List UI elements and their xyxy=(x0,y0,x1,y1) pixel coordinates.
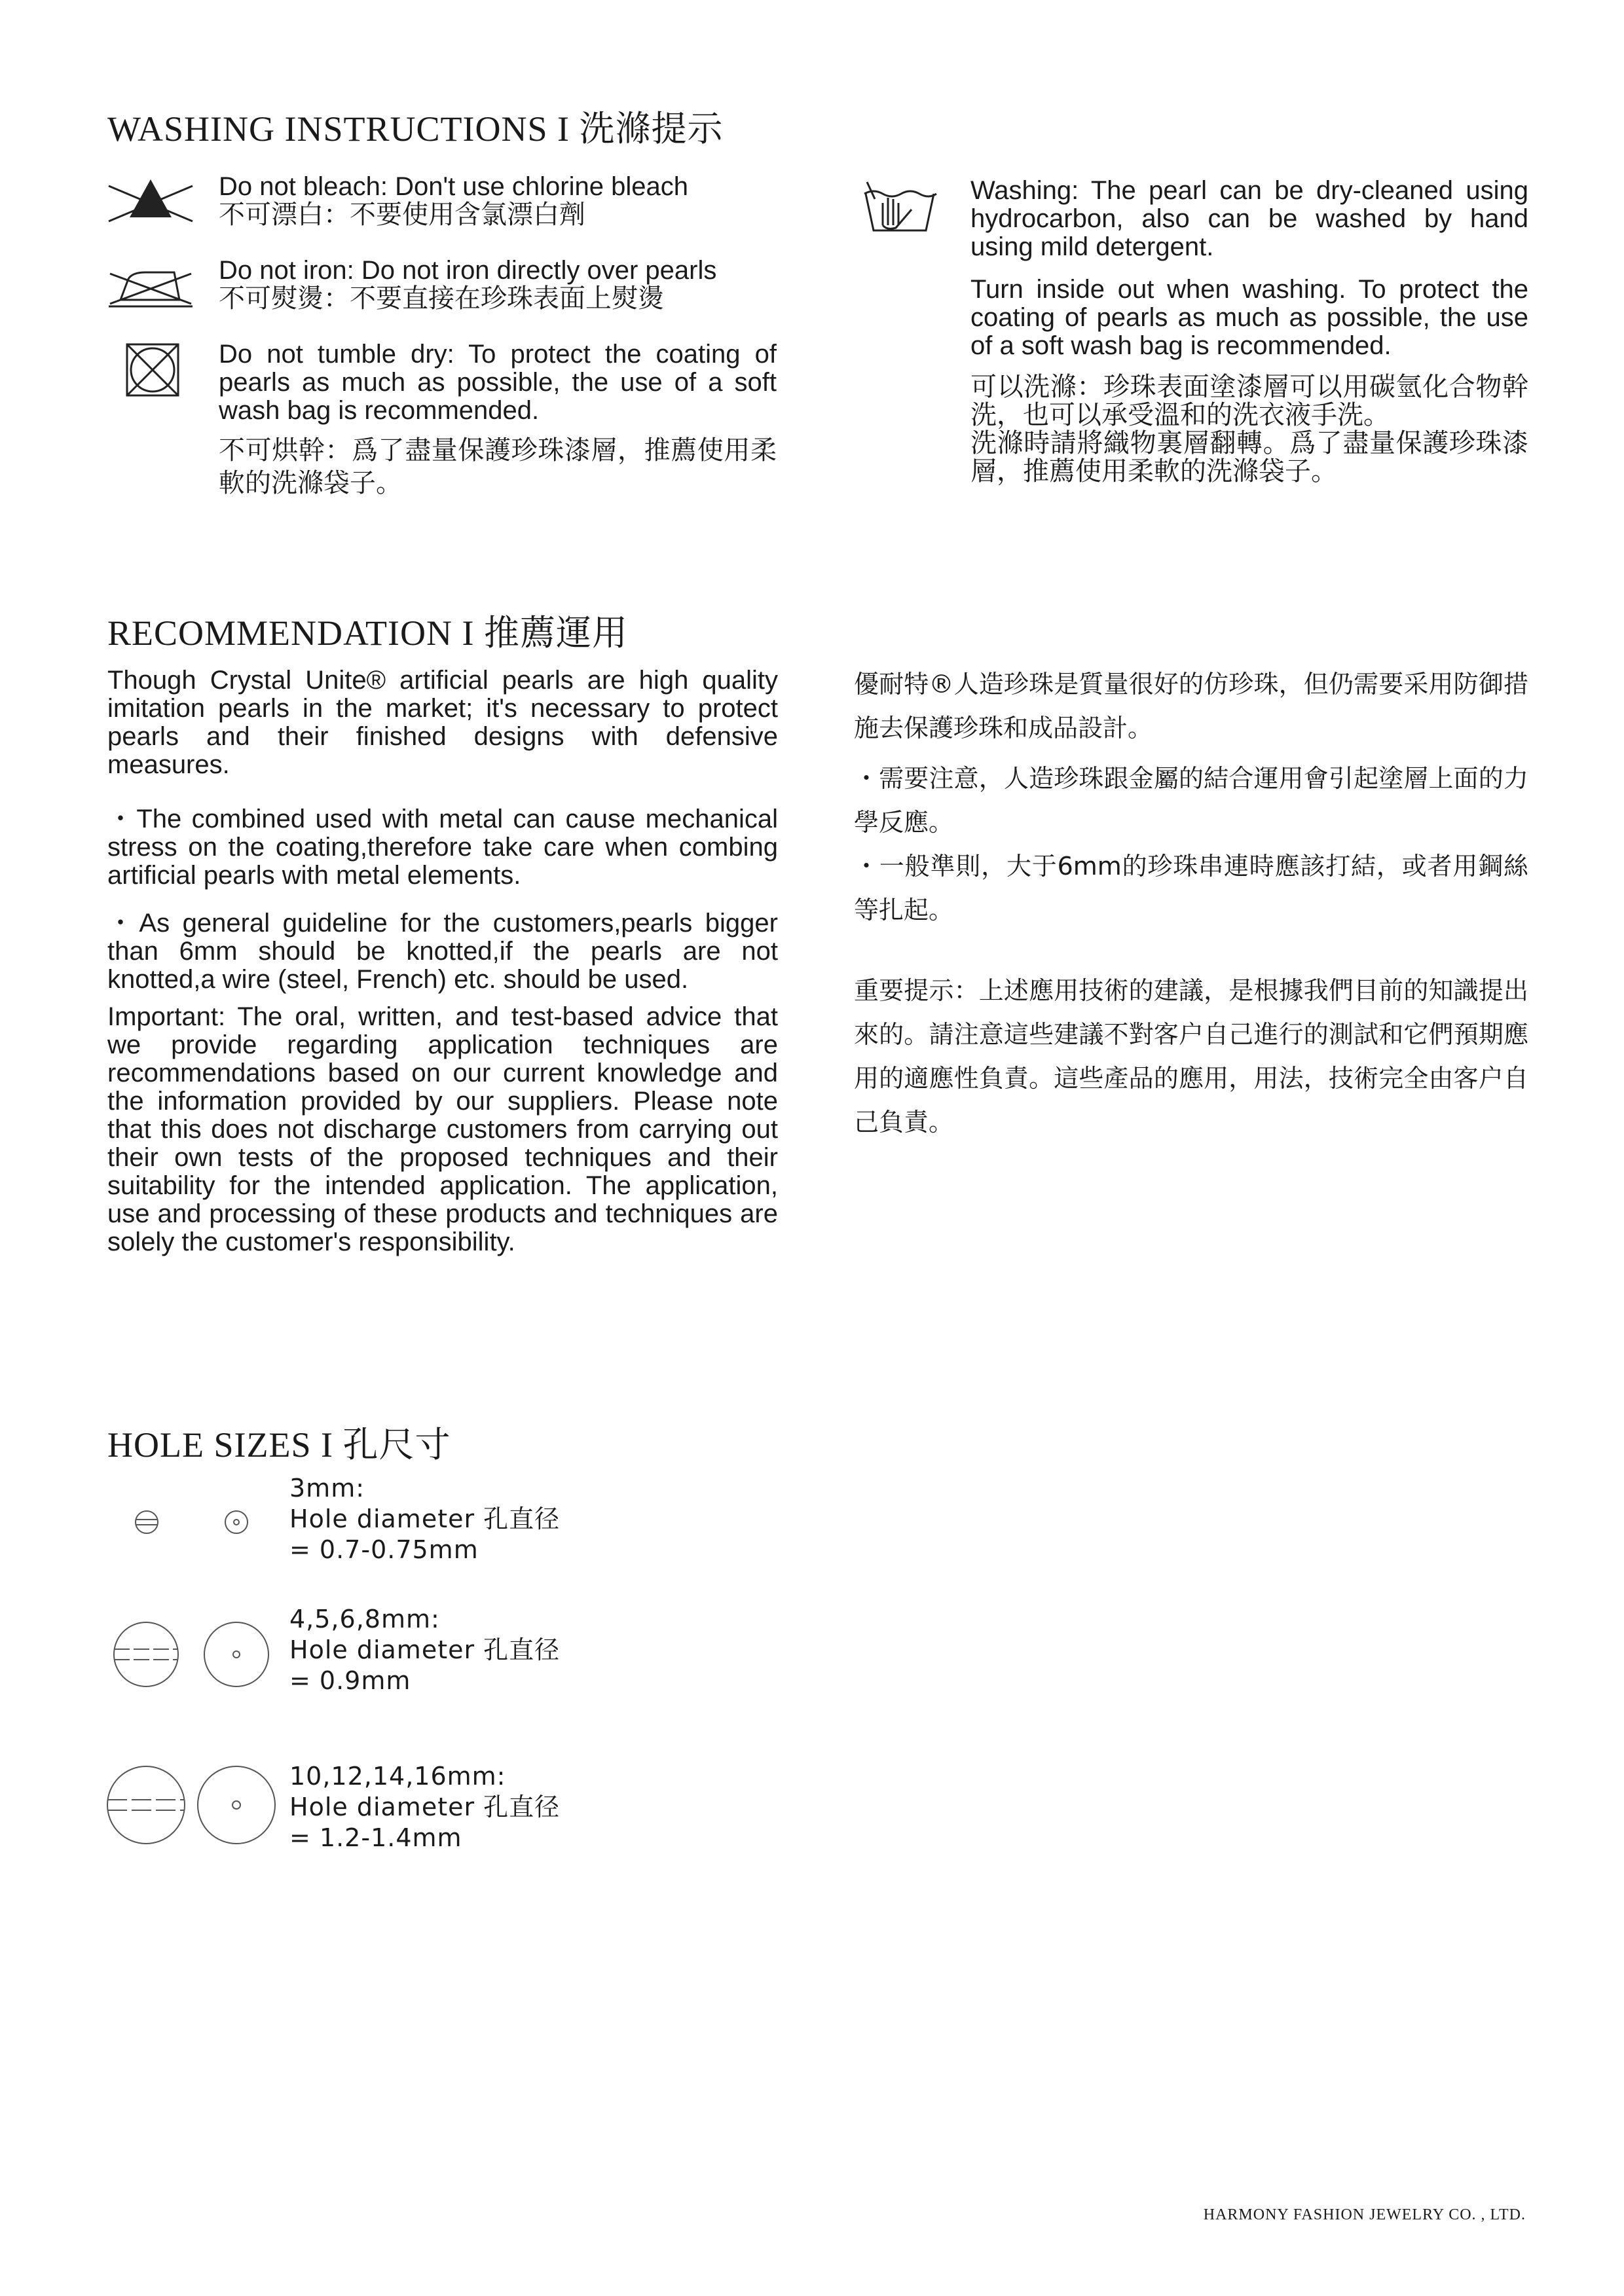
hand-wash-icon xyxy=(860,179,939,236)
wash-en-2: Turn inside out when washing. To protect the coating of pearls as much as possible, the use of a soft wash bag is recommended. xyxy=(970,275,1528,360)
wash-instruction xyxy=(970,177,1528,486)
tumble-instruction xyxy=(219,340,777,500)
iron-zh: 不可熨燙：不要直接在珍珠表面上熨燙 xyxy=(219,283,664,314)
hole-diameter-value: = 0.9mm xyxy=(289,1666,411,1695)
hole-size-label: 10,12,14,16mm: xyxy=(289,1762,506,1791)
rec-en-important: Important: The oral, written, and test-based advice that we provide regarding application techniques are recommendations based on our current knowledge and the information provided by our suppliers. Please note that this does not discharge customers from carrying out their own tests of the proposed techniques and their suitability for the intended application. The application, use and processing of these products and techniques are solely the customer's responsibility. xyxy=(107,1002,778,1256)
rec-zh-bullet-2: ・一般準則，大于6mm的珍珠串連時應該打結，或者用鋼絲等扎起。 xyxy=(854,852,1528,924)
iron-instruction xyxy=(219,257,795,313)
no-tumble-dry-icon xyxy=(124,342,181,398)
no-bleach-icon xyxy=(106,175,195,225)
hole-diameter-label: Hole diameter 孔直径 xyxy=(289,1504,561,1533)
wash-zh-2: 洗滌時請將織物裏層翻轉。爲了盡量保護珍珠漆層，推薦使用柔軟的洗滌袋子。 xyxy=(970,428,1528,486)
no-iron-icon xyxy=(106,261,195,313)
washing-heading: WASHING INSTRUCTIONS I 洗滌提示 xyxy=(107,109,724,149)
wash-zh-1: 可以洗滌：珍珠表面塗漆層可以用碳氫化合物幹洗，也可以承受溫和的洗衣液手洗。 xyxy=(970,372,1528,430)
recommendation-zh xyxy=(854,663,1528,1144)
rec-zh-intro: 優耐特®人造珍珠是質量很好的仿珍珠，但仍需要采用防御措施去保護珍珠和成品設計。 xyxy=(854,670,1528,742)
bleach-zh: 不可漂白：不要使用含氯漂白劑 xyxy=(219,200,585,230)
tumble-en: Do not tumble dry: To protect the coating of pearls as much as possible, the use of a soft wash bag is recommended. xyxy=(219,340,777,425)
bleach-en: Do not bleach: Don't use chlorine bleach xyxy=(219,172,688,201)
company-footer: HARMONY FASHION JEWELRY CO. , LTD. xyxy=(1203,2206,1526,2223)
hole-size-medium xyxy=(289,1604,560,1696)
pearl-medium-front-icon xyxy=(202,1620,271,1692)
hole-size-label: 4,5,6,8mm: xyxy=(289,1605,440,1633)
pearl-large-front-icon xyxy=(195,1764,278,1850)
hole-size-3mm xyxy=(289,1473,560,1565)
rec-en-bullet-1: ・The combined used with metal can cause mechanical stress on the coating,therefore take care when combing artificial pearls with metal elements. xyxy=(107,805,778,890)
bleach-instruction xyxy=(219,173,795,229)
hole-size-large xyxy=(289,1761,560,1853)
hole-diameter-label: Hole diameter 孔直径 xyxy=(289,1635,561,1664)
pearl-large-side-icon xyxy=(105,1764,187,1850)
rec-zh-bullet-1: ・需要注意，人造珍珠跟金屬的結合運用會引起塗層上面的力學反應。 xyxy=(854,764,1528,837)
pearl-medium-side-icon xyxy=(111,1620,181,1692)
rec-en-bullet-2: ・As general guideline for the customers,pearls bigger than 6mm should be knotted,if the pearls are not knotted,a wire (steel, French) etc. should be used. xyxy=(107,909,778,994)
pearl-3mm-side-icon xyxy=(134,1509,160,1539)
rec-en-intro: Though Crystal Unite® artificial pearls are high quality imitation pearls in the market; it's necessary to protect pearls and their finished designs with defensive measures. xyxy=(107,666,778,779)
recommendation-heading: RECOMMENDATION I 推薦運用 xyxy=(107,613,628,653)
wash-en-1: Washing: The pearl can be dry-cleaned using hydrocarbon, also can be washed by hand using mild detergent. xyxy=(970,176,1528,261)
hole-sizes-heading: HOLE SIZES I 孔尺寸 xyxy=(107,1425,451,1465)
iron-en: Do not iron: Do not iron directly over pearls xyxy=(219,256,717,285)
pearl-3mm-front-icon xyxy=(223,1509,249,1539)
hole-diameter-value: = 1.2-1.4mm xyxy=(289,1823,462,1852)
rec-zh-important: 重要提示：上述應用技術的建議，是根據我們目前的知識提出來的。請注意這些建議不對客户自己進行的測試和它們預期應用的適應性負責。這些產品的應用，用法，技術完全由客户自己負責。 xyxy=(854,976,1528,1137)
recommendation-en xyxy=(107,666,778,1256)
hole-diameter-label: Hole diameter 孔直径 xyxy=(289,1793,561,1821)
hole-size-label: 3mm: xyxy=(289,1474,365,1503)
hole-diameter-value: = 0.7-0.75mm xyxy=(289,1535,479,1564)
tumble-zh: 不可烘幹：爲了盡量保護珍珠漆層，推薦使用柔軟的洗滌袋子。 xyxy=(219,435,777,498)
